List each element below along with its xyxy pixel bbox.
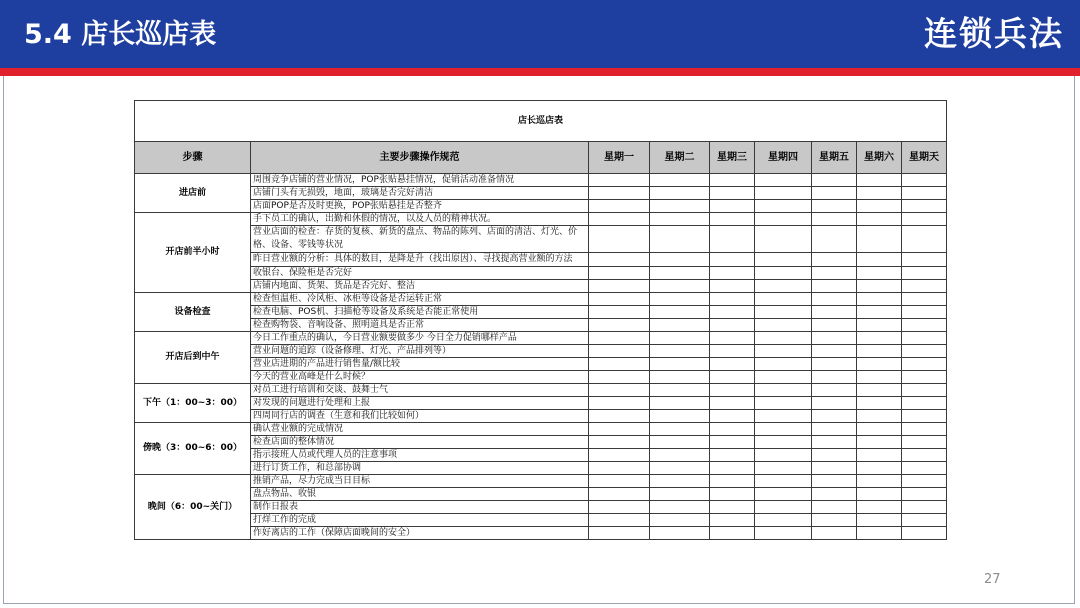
column-header-step: 步骤 [135,142,251,174]
table-row [135,449,947,462]
day-check-cell[interactable] [589,475,650,488]
step-cell: 开店后到中午 [135,332,251,384]
day-check-cell[interactable] [650,319,710,332]
spec-cell: 打烊工作的完成 [251,514,589,527]
patrol-table [134,100,947,540]
day-check-cell[interactable] [902,449,947,462]
day-check-cell[interactable] [812,488,857,501]
day-check-cell[interactable] [650,226,710,253]
day-check-cell[interactable] [589,332,650,345]
day-check-cell[interactable] [589,527,650,540]
day-check-cell[interactable] [755,384,812,397]
day-check-cell[interactable] [812,436,857,449]
day-check-cell[interactable] [710,187,755,200]
day-check-cell[interactable] [812,267,857,280]
day-check-cell[interactable] [812,384,857,397]
day-check-cell[interactable] [650,384,710,397]
spec-cell: 盘点物品、收银 [251,488,589,501]
column-header-day: 星期四 [755,142,812,174]
day-check-cell[interactable] [902,358,947,371]
day-check-cell[interactable] [710,267,755,280]
day-check-cell[interactable] [710,253,755,267]
day-check-cell[interactable] [902,462,947,475]
table-row [135,371,947,384]
day-check-cell[interactable] [589,345,650,358]
day-check-cell[interactable] [755,293,812,306]
day-check-cell[interactable] [755,514,812,527]
day-check-cell[interactable] [710,501,755,514]
day-check-cell[interactable] [650,462,710,475]
day-check-cell[interactable] [812,397,857,410]
day-check-cell[interactable] [902,501,947,514]
day-check-cell[interactable] [650,501,710,514]
day-check-cell[interactable] [710,345,755,358]
day-check-cell[interactable] [650,200,710,213]
header-stripe [0,68,1080,76]
table-row [135,397,947,410]
table-row [135,436,947,449]
table-row [135,423,947,436]
day-check-cell[interactable] [755,358,812,371]
day-check-cell[interactable] [755,174,812,187]
spec-cell: 今天的营业高峰是什么时候？ [251,371,589,384]
day-check-cell[interactable] [755,527,812,540]
day-check-cell[interactable] [650,280,710,293]
day-check-cell[interactable] [650,371,710,384]
day-check-cell[interactable] [755,187,812,200]
day-check-cell[interactable] [589,514,650,527]
spec-cell: 作好离店的工作（保障店面晚间的安全） [251,527,589,540]
table-row [135,293,947,306]
brand-logo-text: 连锁兵法 [924,14,1064,53]
day-check-cell[interactable] [710,213,755,226]
day-check-cell[interactable] [857,501,902,514]
day-check-cell[interactable] [857,514,902,527]
step-cell: 开店前半小时 [135,213,251,293]
table-row [135,200,947,213]
day-check-cell[interactable] [857,319,902,332]
day-check-cell[interactable] [857,384,902,397]
spec-cell: 营业店面的检查：存货的复核、新货的盘点、物品的陈列、店面的清洁、灯光、价格、设备、零钱等状况 [251,226,589,253]
day-check-cell[interactable] [857,226,902,253]
spec-cell: 对员工进行培训和交谈、鼓舞士气 [251,384,589,397]
day-check-cell[interactable] [755,449,812,462]
day-check-cell[interactable] [589,436,650,449]
table-row [135,253,947,267]
day-check-cell[interactable] [755,332,812,345]
day-check-cell[interactable] [857,488,902,501]
column-header-spec: 主要步骤操作规范 [251,142,589,174]
table-row [135,501,947,514]
day-check-cell[interactable] [755,345,812,358]
day-check-cell[interactable] [902,200,947,213]
day-check-cell[interactable] [902,253,947,267]
day-check-cell[interactable] [650,527,710,540]
day-check-cell[interactable] [857,253,902,267]
spec-cell: 营业问题的追踪（设备修理、灯光、产品排列等） [251,345,589,358]
day-check-cell[interactable] [589,253,650,267]
step-cell: 下午（1：00~3：00） [135,384,251,423]
day-check-cell[interactable] [902,514,947,527]
day-check-cell[interactable] [857,423,902,436]
column-header-day: 星期五 [812,142,857,174]
day-check-cell[interactable] [755,475,812,488]
day-check-cell[interactable] [589,449,650,462]
day-check-cell[interactable] [857,475,902,488]
day-check-cell[interactable] [857,293,902,306]
day-check-cell[interactable] [710,423,755,436]
day-check-cell[interactable] [650,358,710,371]
spec-cell: 检查恒温柜、冷风柜、冰柜等设备是否运转正常 [251,293,589,306]
day-check-cell[interactable] [755,488,812,501]
table-row [135,226,947,253]
table-row [135,384,947,397]
day-check-cell[interactable] [710,200,755,213]
day-check-cell[interactable] [812,280,857,293]
day-check-cell[interactable] [812,293,857,306]
spec-cell: 进行订货工作，和总部协调 [251,462,589,475]
day-check-cell[interactable] [589,397,650,410]
table-row [135,488,947,501]
day-check-cell[interactable] [755,253,812,267]
day-check-cell[interactable] [589,384,650,397]
day-check-cell[interactable] [812,449,857,462]
day-check-cell[interactable] [589,267,650,280]
day-check-cell[interactable] [589,501,650,514]
day-check-cell[interactable] [589,358,650,371]
day-check-cell[interactable] [755,423,812,436]
day-check-cell[interactable] [902,332,947,345]
spec-cell: 手下员工的确认，出勤和休假的情况，以及人员的精神状况。 [251,213,589,226]
day-check-cell[interactable] [650,267,710,280]
day-check-cell[interactable] [589,226,650,253]
day-check-cell[interactable] [710,371,755,384]
day-check-cell[interactable] [902,306,947,319]
column-header-day: 星期三 [710,142,755,174]
day-check-cell[interactable] [710,384,755,397]
day-check-cell[interactable] [902,213,947,226]
day-check-cell[interactable] [857,410,902,423]
day-check-cell[interactable] [857,397,902,410]
spec-cell: 今日工作重点的确认，今日营业额要做多少 今日全力促销哪样产品 [251,332,589,345]
table-row [135,527,947,540]
day-check-cell[interactable] [812,358,857,371]
day-check-cell[interactable] [710,462,755,475]
day-check-cell[interactable] [902,267,947,280]
spec-cell: 店铺门头有无损毁，地面，玻璃是否完好清洁 [251,187,589,200]
day-check-cell[interactable] [812,475,857,488]
spec-cell: 指示接班人员或代理人员的注意事项 [251,449,589,462]
day-check-cell[interactable] [710,332,755,345]
day-check-cell[interactable] [857,462,902,475]
day-check-cell[interactable] [902,527,947,540]
day-check-cell[interactable] [812,410,857,423]
day-check-cell[interactable] [812,213,857,226]
day-check-cell[interactable] [902,475,947,488]
day-check-cell[interactable] [710,436,755,449]
day-check-cell[interactable] [710,475,755,488]
day-check-cell[interactable] [812,174,857,187]
day-check-cell[interactable] [902,436,947,449]
day-check-cell[interactable] [857,200,902,213]
day-check-cell[interactable] [812,253,857,267]
day-check-cell[interactable] [710,449,755,462]
spec-cell: 四周同行店的调查（生意和我们比较如何） [251,410,589,423]
day-check-cell[interactable] [755,397,812,410]
day-check-cell[interactable] [857,371,902,384]
day-check-cell[interactable] [710,226,755,253]
column-header-day: 星期一 [589,142,650,174]
table-row [135,187,947,200]
day-check-cell[interactable] [902,371,947,384]
day-check-cell[interactable] [857,358,902,371]
day-check-cell[interactable] [650,410,710,423]
table-row [135,514,947,527]
day-check-cell[interactable] [857,436,902,449]
day-check-cell[interactable] [650,345,710,358]
slide-title: 5.4 店长巡店表 [24,19,217,50]
spec-cell: 对发现的问题进行处理和上报 [251,397,589,410]
table-row [135,213,947,226]
day-check-cell[interactable] [902,319,947,332]
day-check-cell[interactable] [710,410,755,423]
day-check-cell[interactable] [857,174,902,187]
day-check-cell[interactable] [857,345,902,358]
day-check-cell[interactable] [857,280,902,293]
day-check-cell[interactable] [650,332,710,345]
day-check-cell[interactable] [755,213,812,226]
day-check-cell[interactable] [710,174,755,187]
day-check-cell[interactable] [589,174,650,187]
spec-cell: 检查购物袋、音响设备、照明道具是否正常 [251,319,589,332]
day-check-cell[interactable] [902,293,947,306]
day-check-cell[interactable] [589,423,650,436]
day-check-cell[interactable] [812,319,857,332]
day-check-cell[interactable] [755,267,812,280]
day-check-cell[interactable] [650,436,710,449]
column-header-day: 星期天 [902,142,947,174]
day-check-cell[interactable] [812,187,857,200]
day-check-cell[interactable] [812,306,857,319]
table-row [135,319,947,332]
day-check-cell[interactable] [589,306,650,319]
day-check-cell[interactable] [812,345,857,358]
day-check-cell[interactable] [902,174,947,187]
day-check-cell[interactable] [710,488,755,501]
day-check-cell[interactable] [902,384,947,397]
day-check-cell[interactable] [589,293,650,306]
step-cell: 设备检查 [135,293,251,332]
day-check-cell[interactable] [710,514,755,527]
day-check-cell[interactable] [857,332,902,345]
day-check-cell[interactable] [902,488,947,501]
day-check-cell[interactable] [812,226,857,253]
day-check-cell[interactable] [650,174,710,187]
spec-cell: 推销产品，尽力完成当日目标 [251,475,589,488]
spec-cell: 确认营业额的完成情况 [251,423,589,436]
table-row [135,410,947,423]
day-check-cell[interactable] [755,501,812,514]
day-check-cell[interactable] [589,371,650,384]
day-check-cell[interactable] [902,280,947,293]
day-check-cell[interactable] [812,332,857,345]
table-row [135,280,947,293]
day-check-cell[interactable] [902,345,947,358]
column-header-day: 星期二 [650,142,710,174]
spec-cell: 昨日营业额的分析：具体的数目，是降是升（找出原因）、寻找提高营业额的方法 [251,253,589,267]
table-row [135,462,947,475]
day-check-cell[interactable] [589,213,650,226]
day-check-cell[interactable] [812,371,857,384]
day-check-cell[interactable] [710,527,755,540]
day-check-cell[interactable] [650,488,710,501]
spec-cell: 制作日报表 [251,501,589,514]
day-check-cell[interactable] [812,200,857,213]
day-check-cell[interactable] [650,187,710,200]
day-check-cell[interactable] [755,410,812,423]
day-check-cell[interactable] [650,449,710,462]
day-check-cell[interactable] [710,280,755,293]
spec-cell: 店面POP是否及时更换，POP张贴悬挂是否整齐 [251,200,589,213]
table-row [135,358,947,371]
day-check-cell[interactable] [710,319,755,332]
day-check-cell[interactable] [812,514,857,527]
spec-cell: 营业店进期的产品进行销售量/额比较 [251,358,589,371]
day-check-cell[interactable] [755,200,812,213]
step-cell: 晚间（6：00~关门） [135,475,251,540]
day-check-cell[interactable] [857,527,902,540]
day-check-cell[interactable] [902,410,947,423]
day-check-cell[interactable] [755,226,812,253]
day-check-cell[interactable] [589,200,650,213]
day-check-cell[interactable] [589,488,650,501]
day-check-cell[interactable] [710,293,755,306]
day-check-cell[interactable] [857,267,902,280]
day-check-cell[interactable] [812,462,857,475]
day-check-cell[interactable] [812,501,857,514]
day-check-cell[interactable] [755,436,812,449]
day-check-cell[interactable] [710,397,755,410]
day-check-cell[interactable] [710,358,755,371]
day-check-cell[interactable] [755,280,812,293]
step-cell: 傍晚（3：00~6：00） [135,423,251,475]
spec-cell: 检查店面的整体情况 [251,436,589,449]
day-check-cell[interactable] [650,253,710,267]
spec-cell: 检查电脑、POS机、扫描枪等设备及系统是否能正常使用 [251,306,589,319]
day-check-cell[interactable] [902,187,947,200]
table-row [135,332,947,345]
table-row [135,475,947,488]
column-header-day: 星期六 [857,142,902,174]
day-check-cell[interactable] [812,423,857,436]
day-check-cell[interactable] [589,319,650,332]
day-check-cell[interactable] [650,306,710,319]
table-row [135,306,947,319]
day-check-cell[interactable] [902,423,947,436]
table-row [135,345,947,358]
day-check-cell[interactable] [857,187,902,200]
day-check-cell[interactable] [902,226,947,253]
day-check-cell[interactable] [902,397,947,410]
day-check-cell[interactable] [812,527,857,540]
table-row [135,174,947,187]
day-check-cell[interactable] [755,319,812,332]
day-check-cell[interactable] [650,397,710,410]
day-check-cell[interactable] [589,462,650,475]
step-cell: 进店前 [135,174,251,213]
day-check-cell[interactable] [755,371,812,384]
day-check-cell[interactable] [755,462,812,475]
page-number: 27 [984,572,1001,587]
day-check-cell[interactable] [857,306,902,319]
day-check-cell[interactable] [650,475,710,488]
day-check-cell[interactable] [650,293,710,306]
day-check-cell[interactable] [650,514,710,527]
spec-cell: 店铺内地面、货架、货品是否完好、整洁 [251,280,589,293]
day-check-cell[interactable] [857,213,902,226]
day-check-cell[interactable] [710,306,755,319]
table-caption: 店长巡店表 [135,101,947,142]
spec-cell: 收银台、保险柜是否完好 [251,267,589,280]
table-row [135,267,947,280]
day-check-cell[interactable] [589,187,650,200]
day-check-cell[interactable] [857,449,902,462]
day-check-cell[interactable] [650,213,710,226]
day-check-cell[interactable] [650,423,710,436]
spec-cell: 周围竞争店铺的营业情况，POP张贴悬挂情况，促销活动准备情况 [251,174,589,187]
day-check-cell[interactable] [589,280,650,293]
day-check-cell[interactable] [589,410,650,423]
day-check-cell[interactable] [755,306,812,319]
